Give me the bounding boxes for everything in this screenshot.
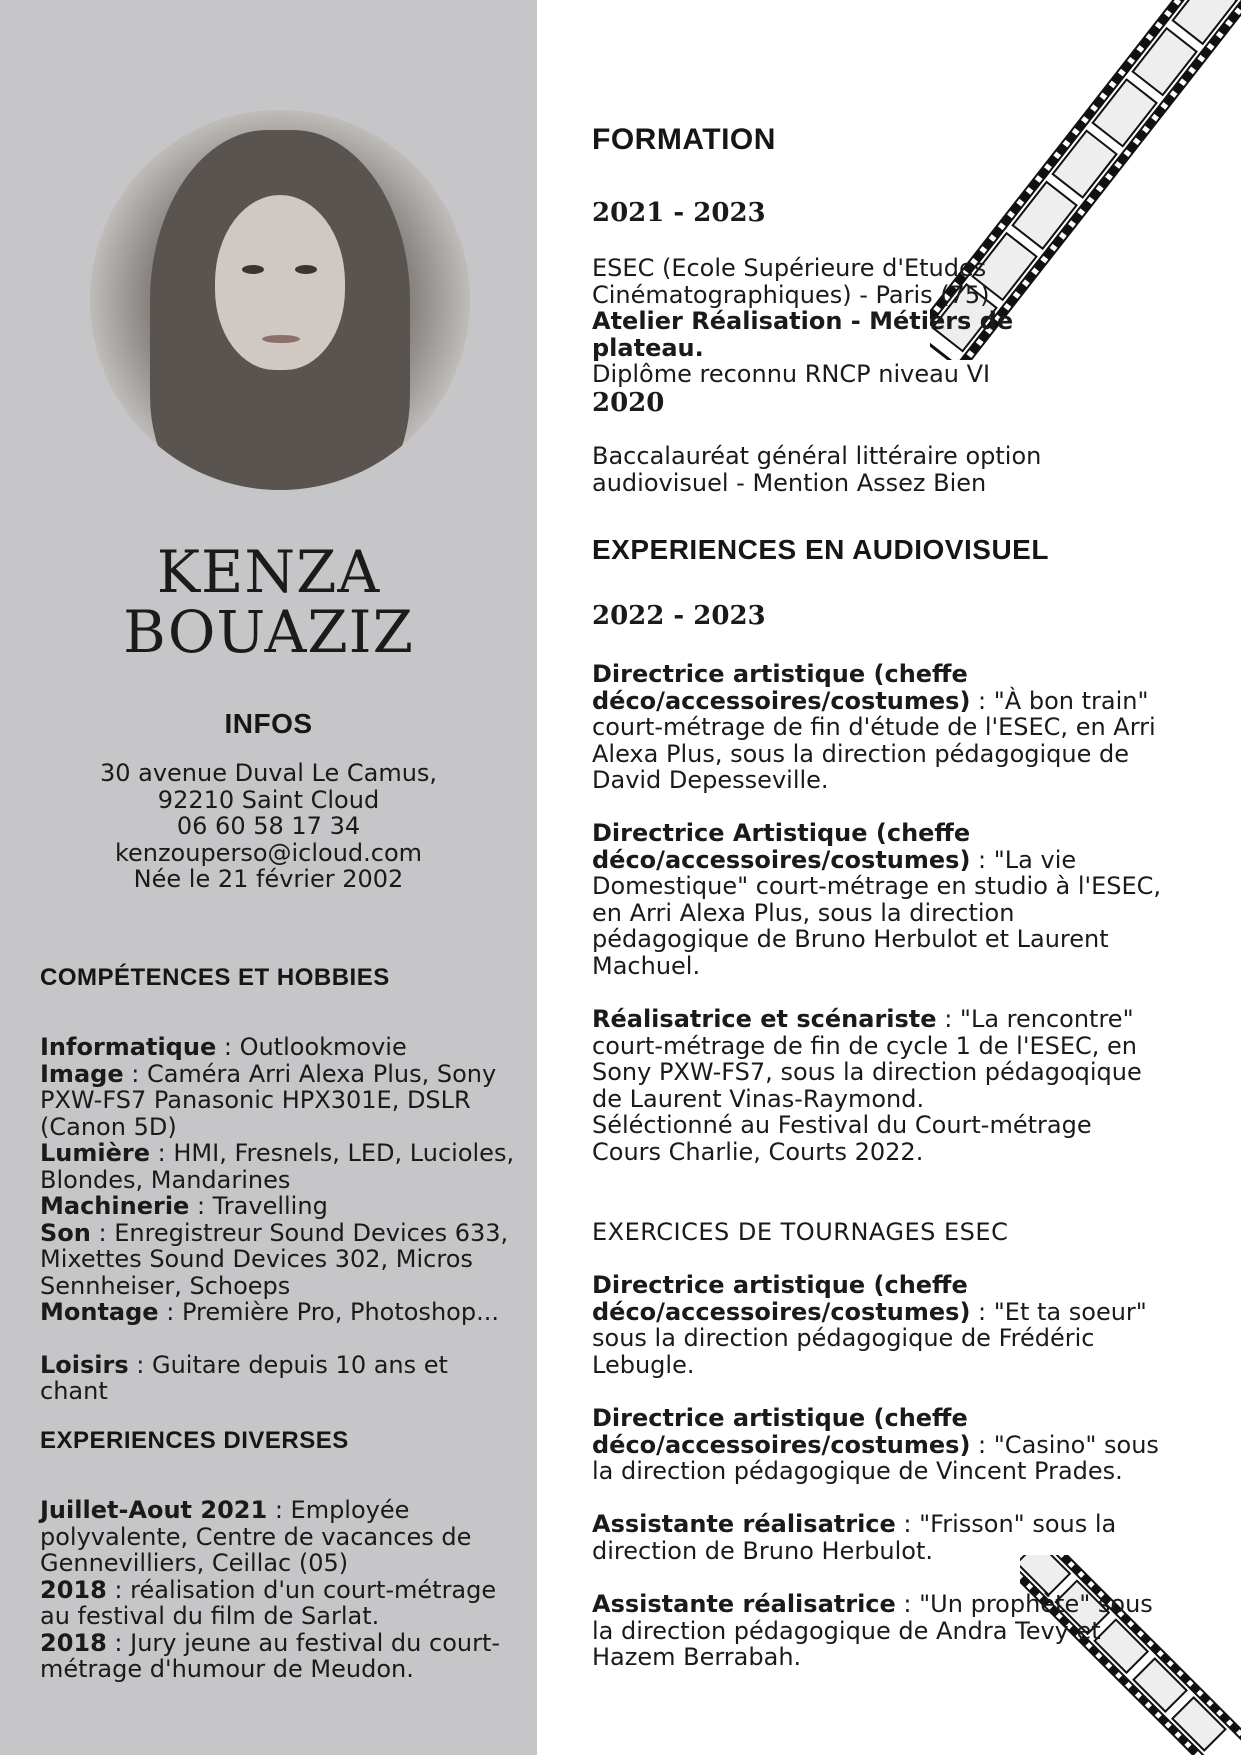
hobby-item: Loisirs : Guitare depuis 10 ans et chant — [40, 1350, 448, 1405]
info-address-2: 92210 Saint Cloud — [157, 785, 380, 814]
exercice-item: Assistante réalisatrice : "Un prophète" sous la direction pédagogique de Andra Tevy et Hazem Berrabah. — [592, 1590, 1153, 1671]
skills-list — [40, 1034, 520, 1405]
formation-heading: FORMATION — [592, 123, 776, 156]
skill-item: Image : Caméra Arri Alexa Plus, Sony PXW-FS7 Panasonic HPX301E, DSLR (Canon 5D) — [40, 1059, 497, 1141]
skill-item: Lumière : HMI, Fresnels, LED, Lucioles, Blondes, Mandarines — [40, 1139, 515, 1194]
info-email: kenzouperso@icloud.com — [114, 838, 423, 867]
misc-heading: EXPERIENCES DIVERSES — [40, 1427, 349, 1454]
audiovisuel-item: Directrice artistique (cheffe déco/accessoires/costumes) : "À bon train" court-métrage de fin d'étude de l'ESEC, en Arri Alexa Plus, sous la direction pédagogique de David Depesseville. — [592, 660, 1156, 794]
name-last: BOUAZIZ — [123, 598, 414, 666]
skill-item: Machinerie : Travelling — [40, 1192, 328, 1220]
skills-heading: COMPÉTENCES ET HOBBIES — [40, 964, 390, 991]
exercices-heading: EXERCICES DE TOURNAGES ESEC — [592, 1218, 1009, 1246]
infos-heading: INFOS — [224, 708, 313, 739]
formation-entry-2: Baccalauréat général littéraire option audiovisuel - Mention Assez Bien — [592, 442, 1042, 497]
profile-photo — [90, 110, 470, 490]
info-birth: Née le 21 février 2002 — [133, 865, 404, 893]
skill-item: Informatique : Outlookmovie — [40, 1033, 407, 1061]
info-address-1: 30 avenue Duval Le Camus, — [99, 759, 438, 787]
name-first: KENZA — [156, 538, 381, 606]
info-phone: 06 60 58 17 34 — [176, 812, 361, 840]
formation-year-1: 2021 - 2023 — [592, 198, 766, 228]
formation-year-2: 2020 — [592, 388, 665, 418]
exercice-item: Directrice artistique (cheffe déco/accessoires/costumes) : "Casino" sous la direction pédagogique de Vincent Prades. — [592, 1404, 1159, 1485]
formation-entry-1: ESEC (Ecole Supérieure d'Etudes Cinématographiques) - Paris (75) Atelier Réalisation - Métiers de plateau. Diplôme reconnu RNCP niveau VI — [592, 254, 1014, 388]
audiovisuel-item: Directrice Artistique (cheffe déco/accessoires/costumes) : "La vie Domestique" court-métrage en studio à l'ESEC, en Arri Alexa Plus, sous la direction pédagogique de Bruno Herbulot et Laurent Machuel. — [592, 819, 1162, 980]
audiovisuel-heading: EXPERIENCES EN AUDIOVISUEL — [592, 534, 1049, 565]
misc-item: 2018 : Jury jeune au festival du court-métrage d'humour de Meudon. — [40, 1628, 501, 1683]
misc-list — [40, 1497, 520, 1683]
misc-item: Juillet-Aout 2021 : Employée polyvalente, Centre de vacances de Gennevilliers, Ceillac (05) — [40, 1496, 472, 1577]
audiovisuel-year: 2022 - 2023 — [592, 601, 766, 631]
misc-item: 2018 : réalisation d'un court-métrage au festival du film de Sarlat. — [40, 1575, 497, 1630]
audiovisuel-item: Réalisatrice et scénariste : "La rencontre" court-métrage de fin de cycle 1 de l'ESEC, en Sony PXW-FS7, sous la direction pédagoqique de Laurent Vinas-Raymond. Séléctionné au Festival du Court-métrage Cours Charlie, Courts 2022. — [592, 1005, 1142, 1166]
skill-item: Son : Enregistreur Sound Devices 633, Mixettes Sound Devices 302, Micros Sennheiser, Schoeps — [40, 1218, 509, 1300]
infos-list — [0, 760, 537, 893]
exercice-item: Directrice artistique (cheffe déco/accessoires/costumes) : "Et ta soeur" sous la direction pédagogique de Frédéric Lebugle. — [592, 1271, 1147, 1379]
exercice-item: Assistante réalisatrice : "Frisson" sous la direction de Bruno Herbulot. — [592, 1510, 1117, 1565]
skill-item: Montage : Première Pro, Photoshop... — [40, 1298, 499, 1326]
